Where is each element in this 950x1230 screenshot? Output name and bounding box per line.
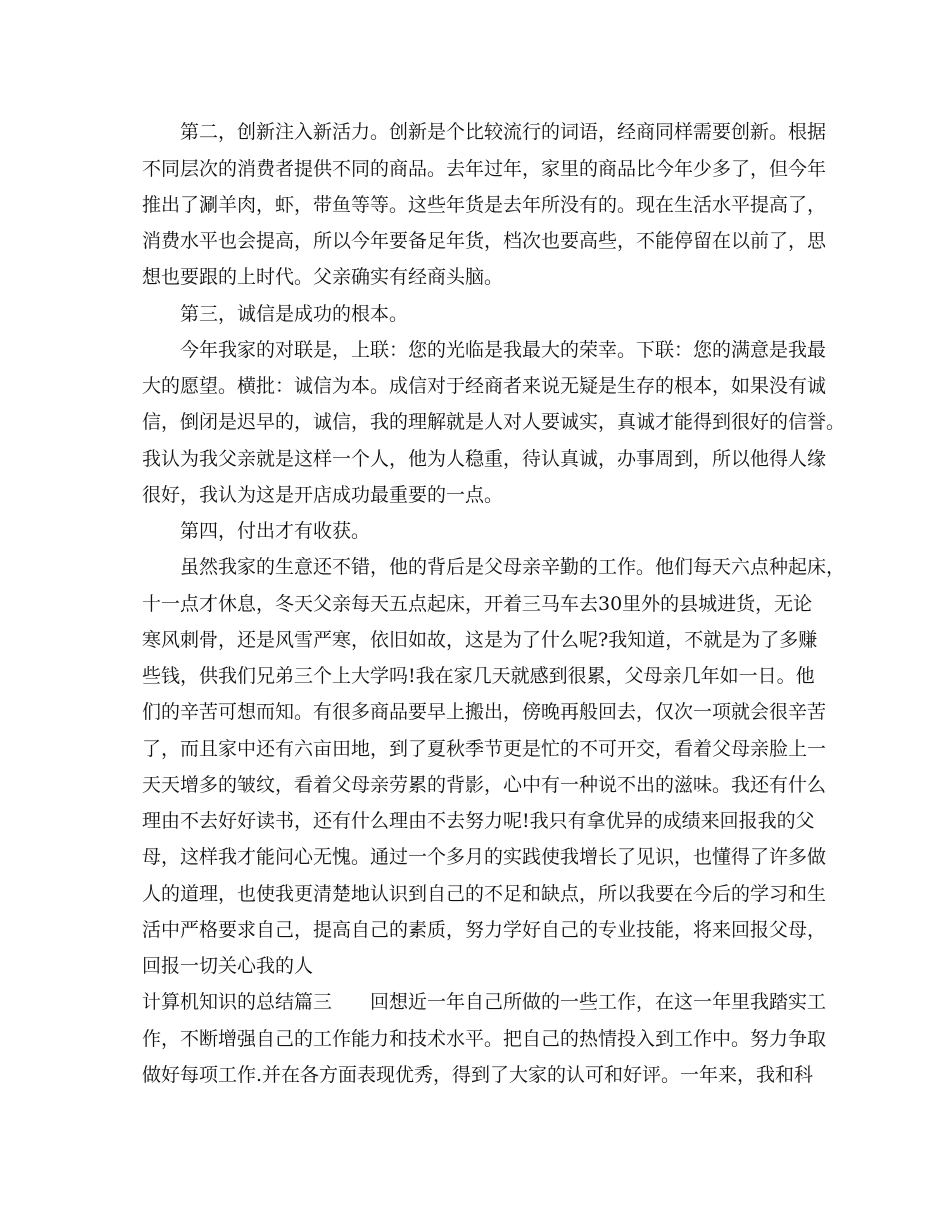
section-heading-line xyxy=(142,990,826,1014)
paragraph-line: 推出了涮羊肉，虾，带鱼等等。这些年货是去年所没有的。现在生活水平提高了， xyxy=(142,194,827,216)
paragraph-line: 第四，付出才有收获。 xyxy=(180,520,371,542)
paragraph-line: 消费水平也会提高，所以今年要备足年货，档次也要高些，不能停留在以前了，思 xyxy=(142,230,827,252)
paragraph-line: 我认为我父亲就是这样一个人，他为人稳重，待认真诚，办事周到，所以他得人缘 xyxy=(142,448,827,470)
paragraph-line: 活中严格要求自己，提高自己的素质，努力学好自己的专业技能，将来回报父母， xyxy=(142,919,827,941)
paragraph-line: 今年我家的对联是，上联：您的光临是我最大的荣幸。下联：您的满意是我最 xyxy=(180,339,827,361)
paragraph-line: 信，倒闭是迟早的，诚信，我的理解就是人对人要诚实，真诚才能得到很好的信誉。 xyxy=(142,411,846,433)
paragraph-line: 些钱，供我们兄弟三个上大学吗!我在家几天就感到很累，父母亲几年如一日。他 xyxy=(142,665,815,687)
paragraph-line: 作，不断增强自己的工作能力和技术水平。把自己的热情投入到工作中。努力争取 xyxy=(142,1028,827,1050)
paragraph-line: 做好每项工作.并在各方面表现优秀，得到了大家的认可和好评。一年来，我和科 xyxy=(142,1064,814,1086)
paragraph-line: 虽然我家的生意还不错，他的背后是父母亲辛勤的工作。他们每天六点种起床， xyxy=(180,556,846,578)
section-first-line: 回想近一年自己所做的一些工作，在这一年里我踏实工 xyxy=(370,991,827,1013)
paragraph-line: 天天增多的皱纹，看着父母亲劳累的背影，心中有一种说不出的滋味。我还有什么 xyxy=(142,774,827,796)
paragraph-line: 人的道理，也使我更清楚地认识到自己的不足和缺点，所以我要在今后的学习和生 xyxy=(142,883,827,905)
section-title: 计算机知识的总结篇三 xyxy=(142,991,333,1013)
paragraph-line: 大的愿望。横批：诚信为本。成信对于经商者来说无疑是生存的根本，如果没有诚 xyxy=(142,375,827,397)
paragraph-line: 十一点才休息，冬天父亲每天五点起床，开着三马车去30里外的县城进货，无论 xyxy=(142,593,813,615)
paragraph-line: 第二，创新注入新活力。创新是个比较流行的词语，经商同样需要创新。根据 xyxy=(180,121,827,143)
paragraph-line: 回报一切关心我的人 xyxy=(142,955,314,977)
paragraph-line: 很好，我认为这是开店成功最重要的一点。 xyxy=(142,484,504,506)
paragraph-line: 母，这样我才能问心无愧。通过一个多月的实践使我增长了见识，也懂得了许多做 xyxy=(142,846,827,868)
paragraph-line: 理由不去好好读书，还有什么理由不去努力呢!我只有拿优异的成绩来回报我的父 xyxy=(142,810,815,832)
paragraph-line: 不同层次的消费者提供不同的商品。去年过年，家里的商品比今年少多了，但今年 xyxy=(142,158,827,180)
paragraph-line: 们的辛苦可想而知。有很多商品要早上搬出，傍晚再般回去，仅次一项就会很辛苦 xyxy=(142,701,827,723)
paragraph-line: 了，而且家中还有六亩田地，到了夏秋季节更是忙的不可开交，看着父母亲脸上一 xyxy=(142,738,827,760)
paragraph-line: 想也要跟的上时代。父亲确实有经商头脑。 xyxy=(142,266,504,288)
paragraph-line: 寒风刺骨，还是风雪严寒，依旧如故，这是为了什么呢?我知道，不就是为了多赚 xyxy=(142,629,818,651)
paragraph-line: 第三，诚信是成功的根本。 xyxy=(180,303,409,325)
